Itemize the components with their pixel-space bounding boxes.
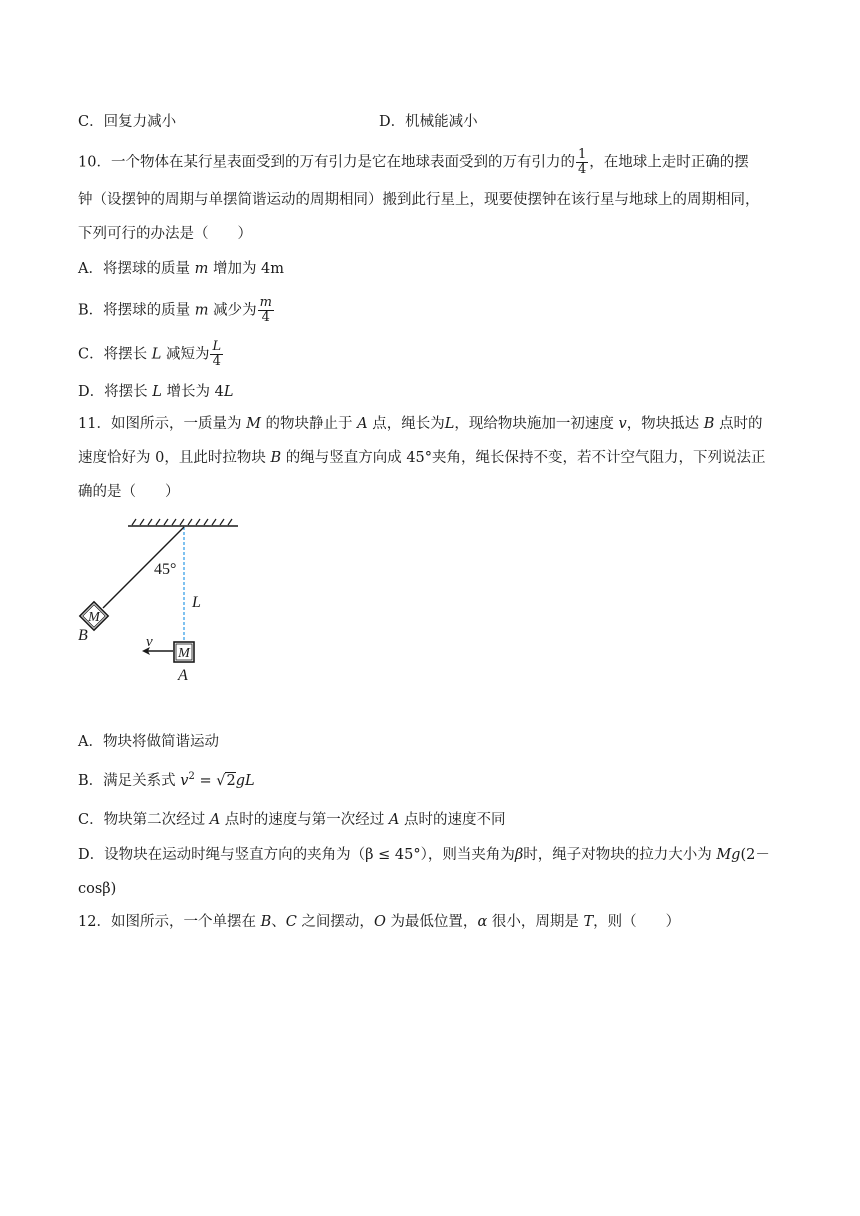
q10-fraction: $\frac{1}{4}$ xyxy=(577,147,587,177)
block-b-label: M xyxy=(88,610,100,625)
q9-option-d: D．机械能减小 xyxy=(379,114,478,130)
q10-stem-line3: 下列可行的办法是（ ） xyxy=(78,226,252,242)
q10-option-d: D．将摆长 L 增长为 4L xyxy=(78,384,234,400)
q11-stem-line3: 确的是（ ） xyxy=(78,484,180,500)
length-label: L xyxy=(192,594,201,611)
q10-stem-line1: 10．一个物体在某行星表面受到的万有引力是它在地球表面受到的万有引力的 $\frac{1}{4}$ ，在地球上走时正确的摆 xyxy=(78,147,749,177)
velocity-label: v xyxy=(146,634,153,650)
q9-option-c: C．回复力减小 xyxy=(78,114,177,130)
block-a-label: M xyxy=(178,646,190,661)
point-b-label: B xyxy=(78,627,88,644)
q10-option-c: C．将摆长 L 减短为 $\frac{L}{4}$ xyxy=(78,339,222,369)
pendulum-figure xyxy=(72,512,252,684)
q11-stem-line2: 速度恰好为 0，且此时拉物块 B 的绳与竖直方向成 45°夹角，绳长保持不变，若不计空气阻力，下列说法正 xyxy=(78,450,766,466)
q10-stem-line2: 钟（设摆钟的周期与单摆简谐运动的周期相同）搬到此行星上，现要使摆钟在该行星与地球上的周期相同， xyxy=(78,192,760,208)
q11-option-d-line1: D．设物块在运动时绳与竖直方向的夹角为（β ≤ 45°），则当夹角为β时，绳子对物块的拉力大小为 Mg(2－ xyxy=(78,847,770,863)
angle-label: 45° xyxy=(154,561,177,578)
q11-option-d-line2: cosβ) xyxy=(78,881,117,897)
q11-option-c: C．物块第二次经过 A 点时的速度与第一次经过 A 点时的速度不同 xyxy=(78,812,506,828)
point-a-label: A xyxy=(178,667,188,684)
q10-option-b: B．将摆球的质量 m 减少为 $\frac{m}{4}$ xyxy=(78,295,272,325)
q10-option-a: A．将摆球的质量 m 增加为 4m xyxy=(78,261,285,277)
q12-stem: 12．如图所示，一个单摆在 B、C 之间摆动，O 为最低位置，α 很小，周期是 T，则（ ） xyxy=(78,914,681,930)
q11-option-b: B．满足关系式 $v^2 = √2gL$ xyxy=(78,771,255,789)
q11-option-a: A．物块将做简谐运动 xyxy=(78,734,219,750)
ceiling-hatching xyxy=(132,519,232,525)
q11-stem-line1: 11．如图所示，一质量为 M 的物块静止于 A 点，绳长为L，现给物块施加一初速度 v，物块抵达 B 点时的 xyxy=(78,416,763,432)
